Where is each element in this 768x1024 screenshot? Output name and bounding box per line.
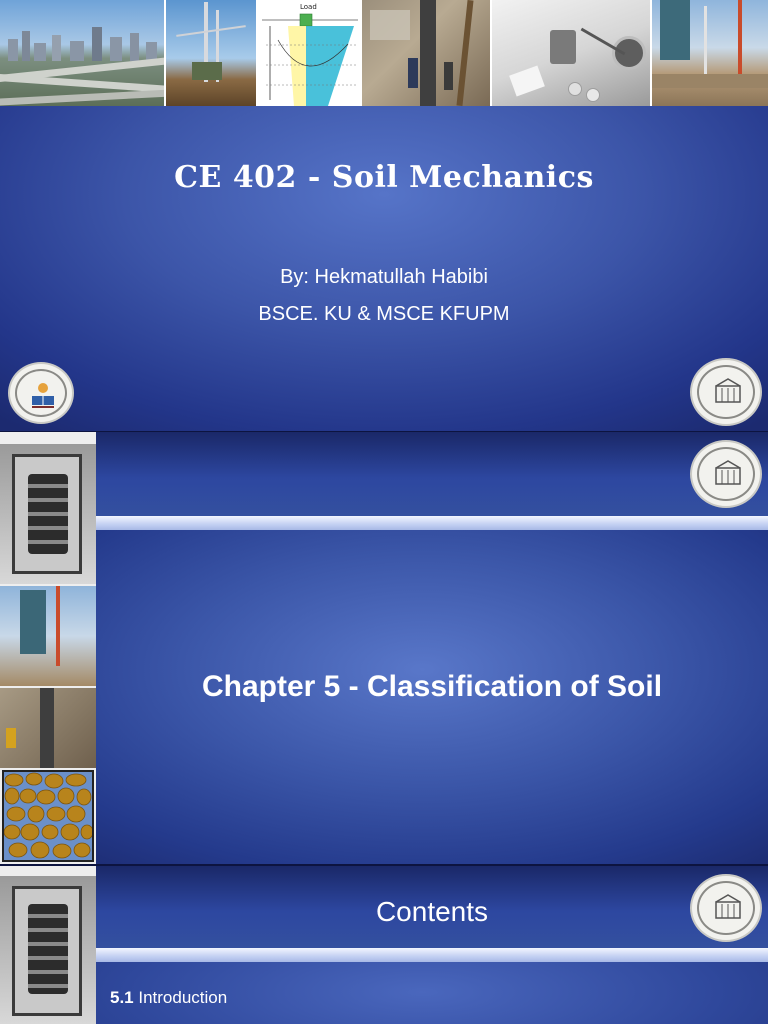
city-highway-photo [0, 0, 166, 106]
university-seal [690, 440, 762, 508]
photo-banner [0, 0, 768, 106]
left-photo-column [0, 866, 96, 1024]
left-photo-column [0, 432, 96, 864]
toc-item [110, 988, 227, 1008]
header-light-bar [96, 516, 768, 530]
sieve-shaker-photo [0, 876, 96, 1024]
university-seal-right [690, 358, 762, 426]
building-site-photo [0, 586, 96, 686]
toc-item-label: Introduction [138, 988, 228, 1007]
university-seal-left [8, 362, 74, 424]
toc-item-number: 5.1 [110, 988, 134, 1007]
author-line: By: Hekmatullah Habibi [280, 266, 488, 288]
chapter-title: Chapter 5 - Classification of Soil [201, 670, 663, 703]
chapter-slide [0, 432, 768, 864]
credentials-line: BSCE. KU & MSCE KFUPM [258, 303, 510, 325]
title-slide [0, 0, 768, 432]
tower-construction-photo [652, 0, 768, 106]
sieve-shaker-photo [0, 444, 96, 584]
pile-drilling-photo [0, 688, 96, 768]
contents-slide [0, 866, 768, 1024]
soil-grains-image [2, 770, 94, 862]
stress-diagram-image [258, 0, 362, 106]
diagram-load-label: Load [300, 3, 317, 11]
course-title: CE 402 - Soil Mechanics [174, 160, 594, 195]
drilling-rig-photo [166, 0, 258, 106]
contents-title: Contents [375, 896, 489, 927]
header-band [96, 432, 768, 516]
lab-equipment-photo [492, 0, 652, 106]
header-light-bar [96, 948, 768, 962]
construction-site-photo [362, 0, 492, 106]
